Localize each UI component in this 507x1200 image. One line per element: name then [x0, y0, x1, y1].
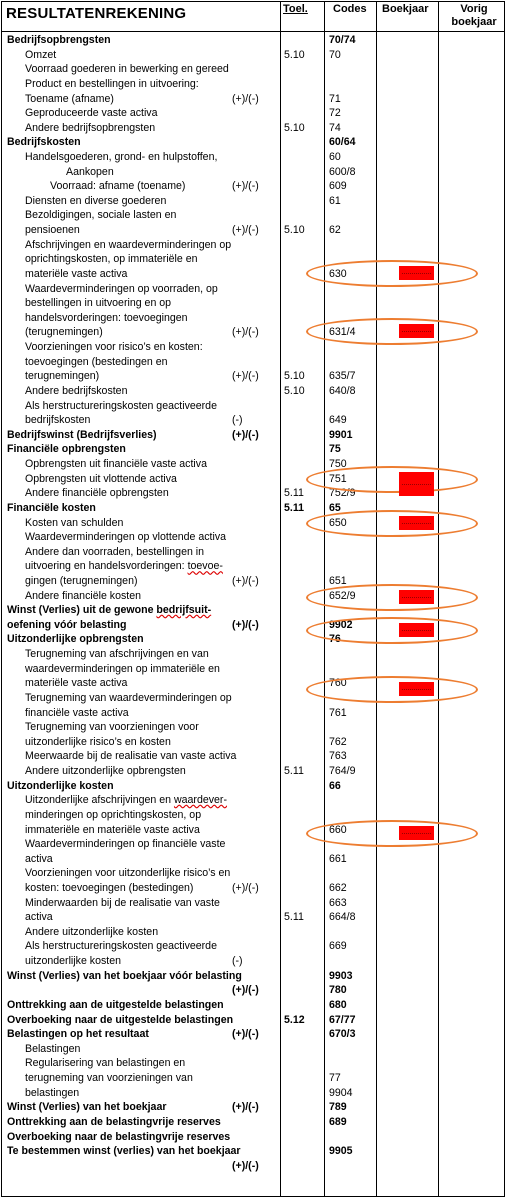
row-description: Andere uitzonderlijke kosten	[25, 925, 159, 938]
row-toel: 5.10	[284, 384, 305, 397]
row-toel: 5.11	[284, 765, 304, 777]
row-sign: (+)/(-)	[232, 882, 259, 894]
row-code: 635/7	[329, 370, 356, 383]
row-description: Andere dan voorraden, bestellingen in	[25, 545, 205, 558]
row-description: Geproduceerde vaste activa	[25, 107, 158, 120]
row-code: 65	[329, 501, 341, 514]
row-description: oprichtingskosten, op immateriële en	[25, 253, 198, 266]
row-description: toevoegingen (bestedingen en	[25, 355, 168, 368]
row-description: Als herstructureringskosten geactiveerde	[25, 399, 217, 412]
row-toel: 5.11	[284, 911, 304, 924]
column-header-boekjaar: Boekjaar	[382, 3, 429, 15]
row-description: Opbrengsten uit vlottende activa	[25, 472, 177, 485]
row-code: 9905	[329, 1145, 353, 1158]
column-divider-toel	[280, 1, 281, 1197]
row-description: Bedrijfskosten	[7, 136, 81, 149]
red-marker	[399, 266, 434, 280]
row-code: 689	[329, 1115, 347, 1128]
row-code: 77	[329, 1072, 341, 1084]
row-code: 631/4	[329, 326, 356, 339]
row-code: 70/74	[329, 34, 356, 46]
row-toel: 5.10	[284, 121, 305, 134]
row-description: Voorzieningen voor uitzonderlijke risico’s en	[25, 867, 231, 880]
row-sign: (+)/(-)	[232, 428, 259, 441]
row-description: Voorraad: afname (toename)	[50, 180, 186, 193]
row-code: 650	[329, 516, 347, 529]
row-description: uitzonderlijke kosten	[25, 955, 121, 968]
highlight-oval	[306, 820, 478, 847]
row-description: Andere uitzonderlijke opbrengsten	[25, 765, 186, 777]
row-description: financiële vaste activa	[25, 706, 129, 719]
red-marker	[399, 516, 434, 530]
row-code: 662	[329, 882, 347, 894]
row-description: waardeverminderingen op immateriële en	[25, 662, 220, 675]
row-description: Waardeverminderingen op financiële vaste	[25, 838, 226, 851]
row-code: 600/8	[329, 165, 356, 178]
column-header-codes: Codes	[333, 3, 367, 15]
row-code: 762	[329, 735, 347, 748]
row-description: materiële vaste activa	[25, 677, 128, 690]
row-description: minderingen op oprichtingskosten, op	[25, 808, 202, 821]
row-code: 660	[329, 823, 347, 836]
column-header-vorig-boekjaar: Vorig boekjaar	[451, 3, 497, 28]
row-description: Omzet	[25, 48, 57, 61]
row-description: Overboeking naar de uitgestelde belastingen	[7, 1013, 234, 1026]
row-description: terugneming van voorzieningen van	[25, 1072, 193, 1084]
row-description: Andere bedrijfsopbrengsten	[25, 121, 156, 134]
row-description: Overboeking naar de belastingvrije reserves	[7, 1130, 231, 1143]
row-description: Financiële opbrengsten	[7, 443, 126, 456]
row-code: 609	[329, 180, 347, 193]
row-description: Onttrekking aan de uitgestelde belastingen	[7, 998, 224, 1011]
row-description: Uitzonderlijke opbrengsten	[7, 633, 144, 646]
red-marker	[399, 472, 434, 496]
row-description: Product en bestellingen in uitvoering:	[25, 77, 199, 90]
row-description: Onttrekking aan de belastingvrije reserves	[7, 1115, 221, 1128]
row-toel: 5.10	[284, 224, 305, 237]
row-description: Belastingen op het resultaat	[7, 1028, 149, 1041]
row-code: 764/9	[329, 765, 356, 777]
row-description: Als herstructureringskosten geactiveerde	[25, 940, 217, 953]
row-description: Afschrijvingen en waardeverminderingen op	[25, 238, 232, 251]
row-code: 76	[329, 633, 341, 646]
row-description: handelsvorderingen: toevoegingen	[25, 311, 188, 324]
row-description: Winst (Verlies) van het boekjaar vóór belasting	[7, 969, 242, 982]
row-code: 680	[329, 998, 347, 1011]
row-code: 763	[329, 750, 347, 763]
row-description: materiële vaste activa	[25, 267, 128, 280]
row-description: Bedrijfsopbrengsten	[7, 34, 111, 46]
row-sign: (+)/(-)	[232, 1101, 259, 1114]
row-code: 750	[329, 458, 347, 470]
row-description: Regularisering van belastingen en	[25, 1057, 186, 1070]
row-description: Uitzonderlijke afschrijvingen en waardever-	[25, 794, 227, 807]
row-sign: (+)/(-)	[232, 370, 259, 383]
row-description: Financiële kosten	[7, 501, 96, 514]
row-code: 670/3	[329, 1028, 356, 1041]
row-description: Andere financiële opbrengsten	[25, 487, 169, 500]
row-code: 9901	[329, 428, 353, 441]
row-toel: 5.11	[284, 487, 304, 500]
row-description: belastingen	[25, 1086, 80, 1099]
highlight-oval	[306, 676, 478, 703]
row-sign: (+)/(-)	[232, 92, 259, 105]
row-description: Minderwaarden bij de realisatie van vaste	[25, 896, 220, 909]
row-code: 60	[329, 151, 341, 163]
row-code: 760	[329, 677, 347, 690]
row-description: Winst (Verlies) van het boekjaar	[7, 1101, 167, 1114]
highlight-oval	[306, 617, 478, 644]
row-description: gingen (terugnemingen)	[25, 574, 138, 587]
row-sign: (+)/(-)	[232, 1028, 259, 1041]
row-description: kosten: toevoegingen (bestedingen)	[25, 882, 194, 894]
row-code: 663	[329, 896, 347, 909]
row-description: Opbrengsten uit financiële vaste activa	[25, 458, 207, 470]
row-code: 661	[329, 852, 347, 865]
row-description: immateriële en materiële vaste activa	[25, 823, 200, 836]
row-description: Toename (afname)	[25, 92, 114, 105]
row-code: 61	[329, 194, 341, 207]
row-sign: (-)	[232, 414, 243, 427]
row-description: Winst (Verlies) uit de gewone bedrijfsuit-	[7, 604, 212, 617]
row-description: Terugneming van afschrijvingen en van	[25, 648, 209, 660]
row-code: 66	[329, 779, 341, 792]
row-description: Terugneming van voorzieningen voor	[25, 721, 199, 734]
row-code: 60/64	[329, 136, 356, 149]
page-title: RESULTATENREKENING	[6, 5, 187, 22]
row-sign: (+)/(-)	[232, 1159, 259, 1172]
row-code: 71	[329, 92, 341, 105]
row-description: Terugneming van waardeverminderingen op	[25, 691, 232, 704]
row-description: Voorzieningen voor risico’s en kosten:	[25, 341, 203, 353]
row-code: 67/77	[329, 1013, 356, 1026]
row-code: 669	[329, 940, 347, 953]
row-code: 9904	[329, 1086, 353, 1099]
row-description: activa	[25, 852, 53, 865]
row-description: pensioenen	[25, 224, 80, 237]
row-code: 789	[329, 1101, 347, 1114]
row-description: uitvoering en handelsvorderingen: toevoe-	[25, 560, 223, 573]
row-sign: (+)/(-)	[232, 326, 259, 339]
row-description: Voorraad goederen in bewerking en gereed	[25, 63, 229, 76]
row-code: 62	[329, 224, 341, 237]
row-toel: 5.11	[284, 501, 305, 514]
row-description: Te bestemmen winst (verlies) van het boekjaar	[7, 1145, 241, 1158]
row-toel: 5.10	[284, 370, 305, 383]
row-description: Andere financiële kosten	[25, 589, 142, 602]
row-description: Aankopen	[66, 165, 114, 178]
row-code: 761	[329, 706, 347, 719]
row-sign: (-)	[232, 955, 243, 968]
row-description: terugnemingen)	[25, 370, 100, 383]
row-description: Diensten en diverse goederen	[25, 194, 167, 207]
row-code: 780	[329, 984, 347, 997]
row-description: oefening vóór belasting	[7, 618, 127, 631]
row-sign: (+)/(-)	[232, 224, 259, 237]
row-description: (terugnemingen)	[25, 326, 103, 339]
highlight-oval	[306, 510, 478, 537]
row-description: Belastingen	[25, 1042, 81, 1055]
row-code: 630	[329, 267, 347, 280]
column-header-toel: Toel.	[283, 3, 308, 15]
highlight-oval	[306, 466, 478, 493]
row-description: Andere bedrijfskosten	[25, 384, 128, 397]
row-description: Uitzonderlijke kosten	[7, 779, 114, 792]
row-code: 9903	[329, 969, 353, 982]
red-marker	[399, 590, 434, 604]
row-code: 649	[329, 414, 347, 427]
row-description: Waardeverminderingen op vlottende activa	[25, 531, 227, 544]
row-code: 751	[329, 472, 347, 485]
row-code: 651	[329, 574, 347, 587]
row-code: 752/9	[329, 487, 356, 500]
row-description: Handelsgoederen, grond- en hulpstoffen,	[25, 151, 218, 163]
row-sign: (+)/(-)	[232, 618, 259, 631]
row-description: Bezoldigingen, sociale lasten en	[25, 209, 177, 222]
highlight-oval	[306, 584, 478, 611]
highlight-oval	[306, 318, 478, 345]
red-marker	[399, 682, 434, 696]
row-code: 652/9	[329, 589, 356, 602]
row-toel: 5.10	[284, 48, 305, 61]
row-description: uitzonderlijke risico’s en kosten	[25, 735, 171, 748]
row-description: bedrijfskosten	[25, 414, 91, 427]
row-description: Meerwaarde bij de realisatie van vaste activa	[25, 750, 237, 763]
row-toel: 5.12	[284, 1013, 305, 1026]
row-code: 664/8	[329, 911, 356, 924]
row-description: bestellingen in uitvoering en op	[25, 297, 172, 310]
row-code: 75	[329, 443, 341, 456]
row-description: Kosten van schulden	[25, 516, 124, 529]
row-sign: (+)/(-)	[232, 180, 259, 193]
red-marker	[399, 826, 434, 840]
row-sign: (+)/(-)	[232, 984, 259, 997]
red-marker	[399, 324, 434, 338]
row-description: activa	[25, 911, 53, 924]
row-description: Waardeverminderingen op voorraden, op	[25, 282, 218, 295]
header-divider	[1, 31, 505, 32]
row-description: Bedrijfswinst (Bedrijfsverlies)	[7, 428, 157, 441]
row-code: 70	[329, 48, 341, 61]
row-code: 72	[329, 107, 341, 120]
row-code: 640/8	[329, 384, 356, 397]
row-code: 74	[329, 121, 341, 134]
row-code: 9902	[329, 618, 353, 631]
red-marker	[399, 623, 434, 637]
row-sign: (+)/(-)	[232, 574, 259, 587]
highlight-oval	[306, 260, 478, 287]
